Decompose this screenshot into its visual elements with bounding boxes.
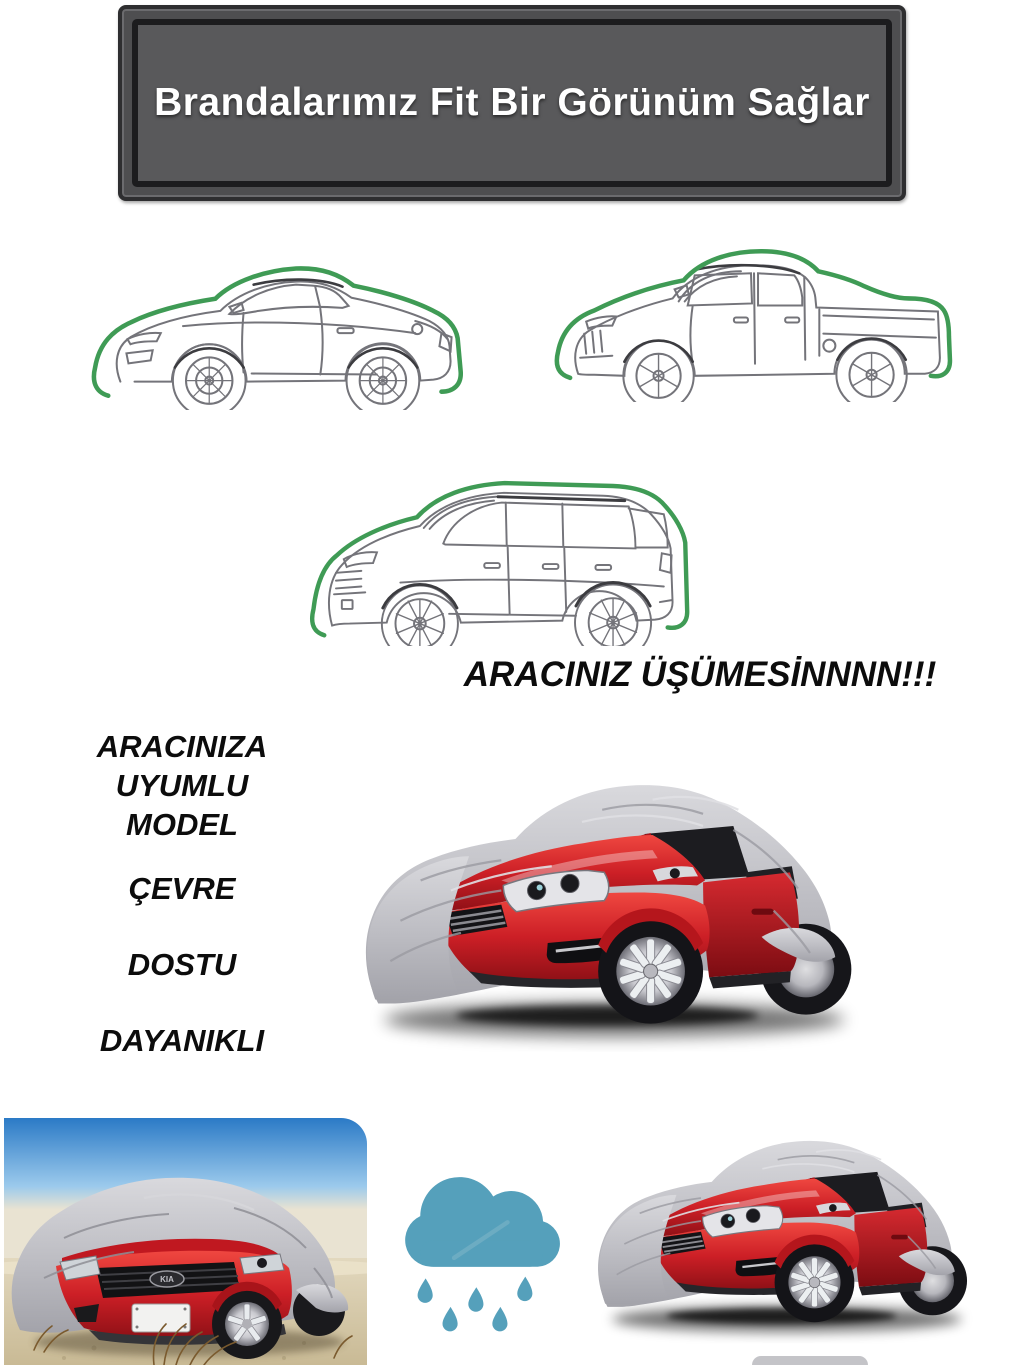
- rain-cloud-glyph: [390, 1157, 568, 1333]
- suv-fit-diagram: [296, 446, 734, 646]
- covered-car-illustration: [350, 728, 925, 1053]
- coupe-fit-diagram: [82, 228, 496, 410]
- suv-cover-outline: [312, 483, 687, 635]
- feature-model: [52, 727, 312, 844]
- feature-line: UYUMLU: [115, 768, 249, 803]
- beach-covered-suv-photo: [4, 1118, 367, 1365]
- kia-badge: KIA: [160, 1275, 174, 1284]
- cropped-cover-sliver: [752, 1356, 868, 1365]
- rain-cloud-icon: [390, 1157, 568, 1333]
- coupe-outline-drawing: [82, 228, 496, 410]
- top-banner-panel: [132, 19, 892, 187]
- feature-dayanikli: DAYANIKLI: [99, 1023, 265, 1058]
- feature-line: ARACINIZA: [96, 729, 268, 764]
- suv-outline-drawing: [296, 446, 734, 646]
- feature-cevre: ÇEVRE: [128, 871, 236, 906]
- right-covered-car-photo: [586, 1098, 1023, 1344]
- banner-title: Brandalarımız Fit Bir Görünüm Sağlar: [154, 81, 870, 124]
- feature-dostu: DOSTU: [127, 947, 237, 982]
- beach-suv-illustration: [4, 1118, 367, 1365]
- pickup-cover-outline: [557, 251, 950, 378]
- pickup-outline-drawing: [546, 224, 958, 402]
- pickup-fit-diagram: [546, 224, 958, 402]
- feature-line: MODEL: [126, 807, 238, 842]
- headline: ARACINIZ ÜŞÜMESİNNNN!!!: [463, 655, 937, 694]
- main-covered-car-photo: [350, 728, 925, 1053]
- covered-car-illustration-2: [586, 1098, 1023, 1344]
- top-banner: [118, 5, 906, 201]
